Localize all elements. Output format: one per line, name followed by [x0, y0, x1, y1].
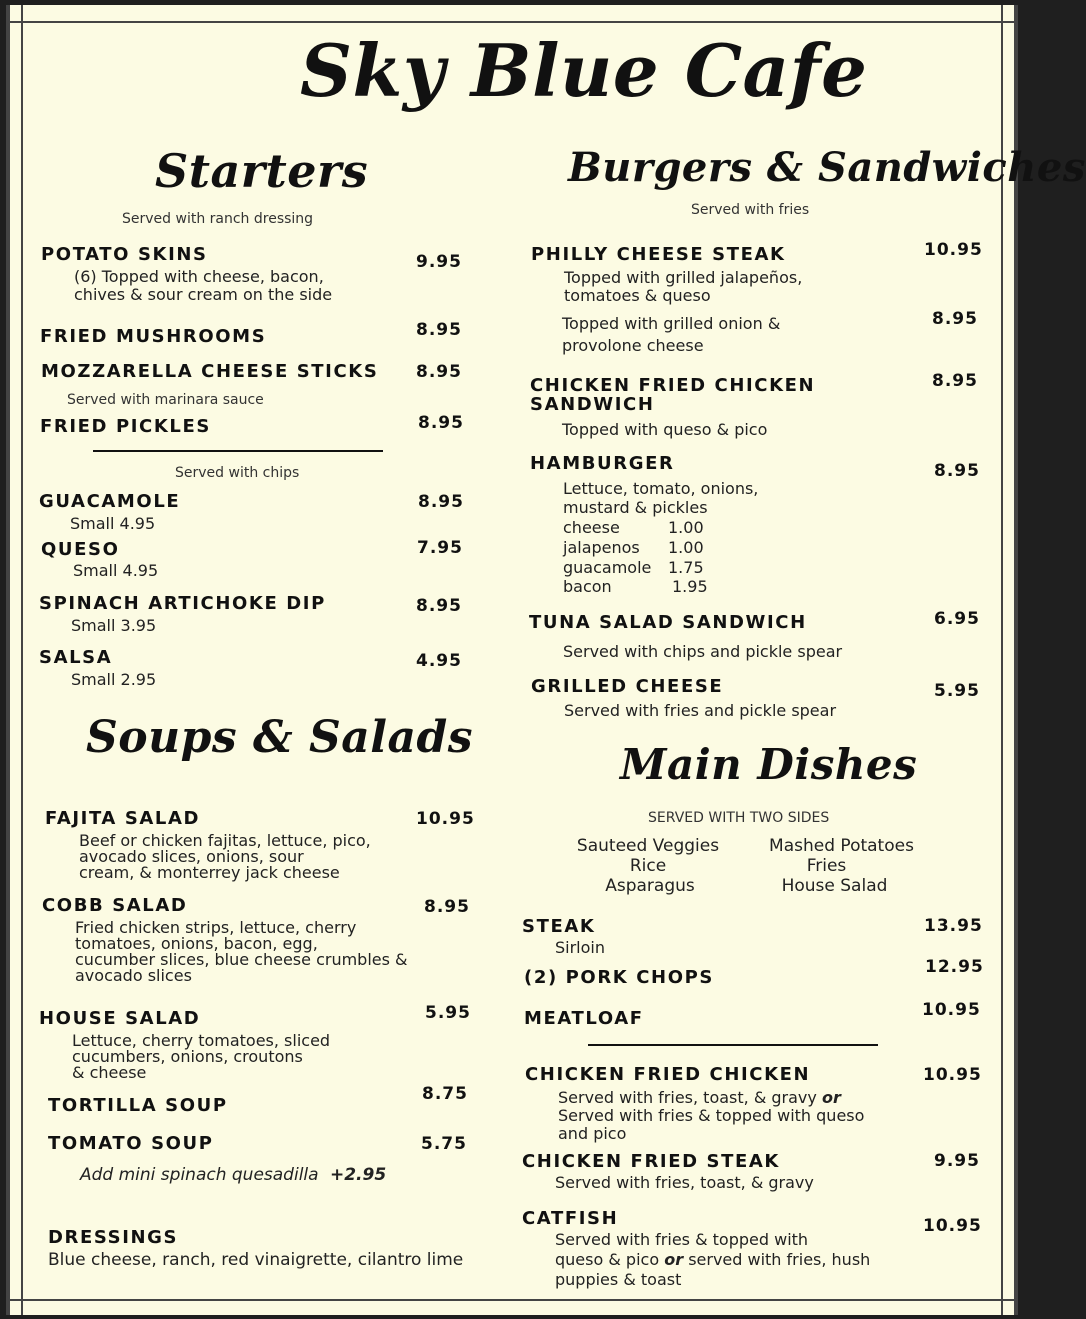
- spinach-dip-name: SPINACH ARTICHOKE DIP: [39, 593, 326, 614]
- tuna-name: TUNA SALAD SANDWICH: [529, 612, 807, 633]
- house-salad-desc-1: Lettuce, cherry tomatoes, sliced: [72, 1031, 331, 1050]
- tortilla-soup-price: 8.75: [422, 1084, 468, 1104]
- salsa-name: SALSA: [39, 647, 113, 668]
- fried-mushrooms-price: 8.95: [416, 320, 462, 340]
- frame-line-bottom: [6, 1299, 1018, 1301]
- fajita-salad-name: FAJITA SALAD: [45, 808, 201, 829]
- pork-chops-name: (2) PORK CHOPS: [524, 967, 714, 988]
- quesadilla-addon-text: Add mini spinach quesadilla: [80, 1165, 319, 1185]
- side-asparagus: Asparagus: [605, 876, 695, 896]
- cfs-desc: Served with fries, toast, & gravy: [555, 1173, 814, 1192]
- catfish-or: or: [664, 1250, 684, 1269]
- fried-pickles-price: 8.95: [418, 413, 464, 433]
- cfc-price: 10.95: [923, 1065, 982, 1085]
- queso-price: 7.95: [417, 538, 463, 558]
- cfs-price: 9.95: [934, 1151, 980, 1171]
- side-mashed-potatoes: Mashed Potatoes: [769, 836, 914, 856]
- quesadilla-addon: [80, 1165, 386, 1185]
- frame-line-left-outer: [6, 5, 10, 1315]
- cfc-sandwich-price: 8.95: [932, 371, 978, 391]
- hamburger-addon-jalapenos-price: 1.00: [668, 538, 704, 557]
- salsa-price: 4.95: [416, 651, 462, 671]
- cobb-salad-desc-3: cucumber slices, blue cheese crumbles &: [75, 950, 408, 969]
- house-salad-price: 5.95: [425, 1003, 471, 1023]
- side-fries: Fries: [806, 856, 847, 876]
- catfish-name: CATFISH: [522, 1208, 619, 1229]
- tomato-soup-name: TOMATO SOUP: [48, 1133, 214, 1154]
- tuna-price: 6.95: [934, 609, 980, 629]
- grilled-cheese-price: 5.95: [934, 681, 980, 701]
- grilled-cheese-name: GRILLED CHEESE: [531, 676, 724, 697]
- dressings-title: DRESSINGS: [48, 1227, 179, 1248]
- mains-note: SERVED WITH TWO SIDES: [648, 810, 830, 826]
- guacamole-small: Small 4.95: [70, 514, 156, 533]
- potato-skins-name: POTATO SKINS: [41, 244, 208, 265]
- steak-name: STEAK: [522, 916, 596, 937]
- dressings-list: Blue cheese, ranch, red vinaigrette, cilantro lime: [48, 1250, 464, 1270]
- menu-page: [6, 5, 1018, 1315]
- catfish-price: 10.95: [923, 1216, 982, 1236]
- starters-note: Served with ranch dressing: [122, 211, 314, 227]
- philly-price-1: 10.95: [924, 240, 983, 260]
- queso-name: QUESO: [41, 539, 120, 560]
- fajita-salad-desc-2: avocado slices, onions, sour: [79, 847, 304, 866]
- burgers-heading: Burgers & Sandwiches: [568, 144, 1086, 191]
- house-salad-desc-3: & cheese: [72, 1063, 147, 1082]
- philly-desc-3: Topped with grilled onion &: [562, 314, 781, 333]
- cobb-salad-price: 8.95: [424, 897, 470, 917]
- catfish-desc-2: [555, 1251, 870, 1268]
- cobb-salad-desc-1: Fried chicken strips, lettuce, cherry: [75, 918, 357, 937]
- pork-chops-price: 12.95: [925, 957, 984, 977]
- hamburger-addon-guacamole: guacamole: [563, 558, 652, 577]
- tortilla-soup-name: TORTILLA SOUP: [48, 1095, 228, 1116]
- cfc-desc-1: [558, 1089, 841, 1106]
- salsa-small: Small 2.95: [71, 670, 157, 689]
- catfish-desc-1: Served with fries & topped with: [555, 1230, 809, 1249]
- mozzarella-sticks-note: Served with marinara sauce: [67, 392, 264, 408]
- house-salad-name: HOUSE SALAD: [39, 1008, 201, 1029]
- house-salad-desc-2: cucumbers, onions, croutons: [72, 1047, 303, 1066]
- cfc-desc-1-text: Served with fries, toast, & gravy: [558, 1088, 817, 1107]
- potato-skins-desc-2: chives & sour cream on the side: [74, 285, 333, 304]
- steak-price: 13.95: [924, 916, 983, 936]
- cfc-sandwich-name-1: CHICKEN FRIED CHICKEN: [530, 375, 816, 396]
- grilled-cheese-desc: Served with fries and pickle spear: [564, 701, 837, 720]
- tuna-desc: Served with chips and pickle spear: [563, 642, 843, 661]
- frame-line-left-inner: [21, 5, 23, 1315]
- cfc-or: or: [821, 1088, 841, 1107]
- soups-heading: Soups & Salads: [86, 712, 474, 763]
- cobb-salad-desc-2: tomatoes, onions, bacon, egg,: [75, 934, 318, 953]
- hamburger-desc-1: Lettuce, tomato, onions,: [563, 479, 759, 498]
- fajita-salad-desc-3: cream, & monterrey jack cheese: [79, 863, 340, 882]
- side-house-salad: House Salad: [781, 876, 888, 896]
- cafe-title: Sky Blue Cafe: [300, 28, 868, 113]
- hamburger-price: 8.95: [934, 461, 980, 481]
- fried-pickles-name: FRIED PICKLES: [40, 416, 211, 437]
- cfc-desc-3: and pico: [558, 1124, 627, 1143]
- frame-line-right-inner: [1001, 5, 1003, 1315]
- cfc-sandwich-desc: Topped with queso & pico: [562, 420, 768, 439]
- mains-divider: [588, 1044, 878, 1046]
- starters-divider: [93, 450, 383, 452]
- hamburger-addon-bacon: bacon: [563, 577, 612, 596]
- philly-desc-2: tomatoes & queso: [564, 286, 711, 305]
- hamburger-addon-guacamole-price: 1.75: [668, 558, 704, 577]
- hamburger-addon-bacon-price: 1.95: [672, 577, 708, 596]
- meatloaf-price: 10.95: [922, 1000, 981, 1020]
- catfish-desc-2a: queso & pico: [555, 1250, 660, 1269]
- tomato-soup-price: 5.75: [421, 1134, 467, 1154]
- meatloaf-name: MEATLOAF: [524, 1008, 644, 1029]
- chips-note: Served with chips: [175, 465, 300, 481]
- catfish-desc-2b: served with fries, hush: [688, 1250, 871, 1269]
- side-sauteed-veggies: Sauteed Veggies: [576, 836, 720, 856]
- mozzarella-sticks-price: 8.95: [416, 362, 462, 382]
- catfish-desc-3: puppies & toast: [555, 1270, 682, 1289]
- philly-price-2: 8.95: [932, 309, 978, 329]
- philly-name: PHILLY CHEESE STEAK: [531, 244, 786, 265]
- hamburger-addon-cheese: cheese: [563, 518, 620, 537]
- cfc-name: CHICKEN FRIED CHICKEN: [525, 1064, 811, 1085]
- spinach-dip-price: 8.95: [416, 596, 462, 616]
- cobb-salad-desc-4: avocado slices: [75, 966, 192, 985]
- spinach-dip-small: Small 3.95: [71, 616, 157, 635]
- hamburger-name: HAMBURGER: [530, 453, 675, 474]
- cobb-salad-name: COBB SALAD: [42, 895, 188, 916]
- side-rice: Rice: [629, 856, 667, 876]
- steak-sub: Sirloin: [555, 938, 605, 957]
- potato-skins-price: 9.95: [416, 252, 462, 272]
- starters-heading: Starters: [155, 144, 369, 198]
- guacamole-name: GUACAMOLE: [39, 491, 181, 512]
- guacamole-price: 8.95: [418, 492, 464, 512]
- burgers-note: Served with fries: [691, 202, 810, 218]
- hamburger-addon-cheese-price: 1.00: [668, 518, 704, 537]
- queso-small: Small 4.95: [73, 561, 159, 580]
- cfs-name: CHICKEN FRIED STEAK: [522, 1151, 780, 1172]
- philly-desc-1: Topped with grilled jalapeños,: [564, 268, 803, 287]
- fried-mushrooms-name: FRIED MUSHROOMS: [40, 326, 267, 347]
- hamburger-desc-2: mustard & pickles: [563, 498, 708, 517]
- frame-line-top: [6, 21, 1018, 23]
- potato-skins-desc-1: (6) Topped with cheese, bacon,: [74, 267, 324, 286]
- mains-heading: Main Dishes: [620, 740, 918, 789]
- quesadilla-addon-price: +2.95: [329, 1165, 387, 1185]
- fajita-salad-price: 10.95: [416, 809, 475, 829]
- fajita-salad-desc-1: Beef or chicken fajitas, lettuce, pico,: [79, 831, 371, 850]
- cfc-desc-2: Served with fries & topped with queso: [558, 1106, 865, 1125]
- philly-desc-4: provolone cheese: [562, 336, 704, 355]
- frame-line-right-outer: [1014, 5, 1018, 1315]
- cfc-sandwich-name-2: SANDWICH: [530, 394, 655, 415]
- mozzarella-sticks-name: MOZZARELLA CHEESE STICKS: [41, 361, 379, 382]
- hamburger-addon-jalapenos: jalapenos: [563, 538, 640, 557]
